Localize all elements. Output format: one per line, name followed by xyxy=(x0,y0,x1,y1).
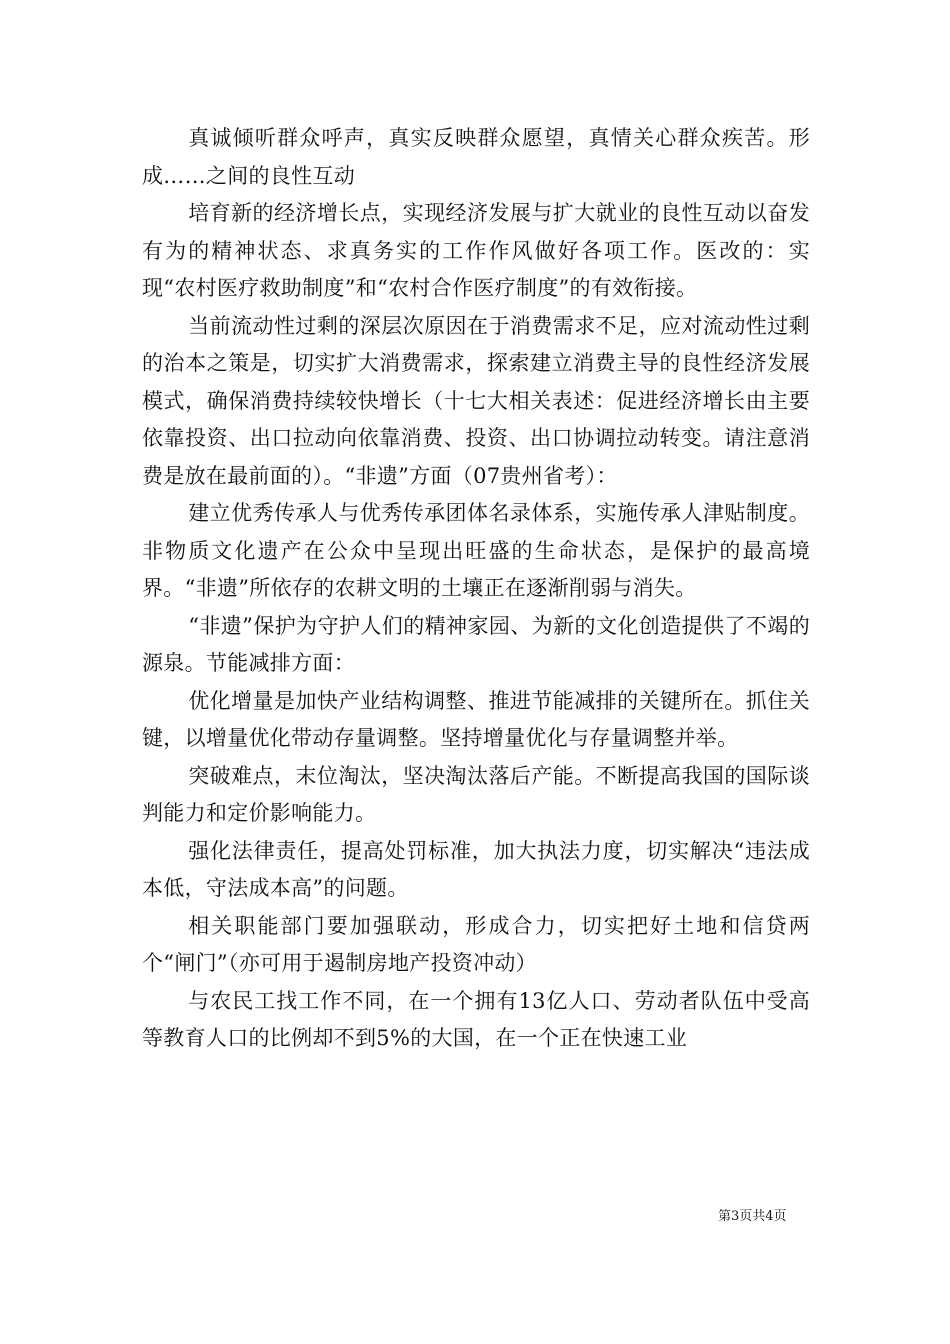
paragraph-4: 建立优秀传承人与优秀传承团体名录体系，实施传承人津贴制度。非物质文化遗产在公众中呈现出旺盛的生命状态，是保护的最高境界。“非遗”所依存的农耕文明的土壤正在逐渐削弱与消失。 xyxy=(142,501,810,600)
paragraph-8: 强化法律责任，提高处罚标准，加大执法力度，切实解决“违法成本低，守法成本高”的问题。 xyxy=(142,838,810,900)
page-number-footer: 第3页共4页 xyxy=(718,1209,787,1224)
paragraph-1: 真诚倾听群众呼声，真实反映群众愿望，真情关心群众疾苦。形成……之间的良性互动 xyxy=(142,126,810,188)
paragraph-9: 相关职能部门要加强联动，形成合力，切实把好土地和信贷两个“闸门”（亦可用于遏制房地产投资冲动） xyxy=(142,913,810,975)
paragraph-10: 与农民工找工作不同，在一个拥有13亿人口、劳动者队伍中受高等教育人口的比例却不到5%的大国，在一个正在快速工业 xyxy=(142,988,810,1050)
paragraph-6: 优化增量是加快产业结构调整、推进节能减排的关键所在。抓住关键，以增量优化带动存量调整。坚持增量优化与存量调整并举。 xyxy=(142,688,810,750)
paragraph-2: 培育新的经济增长点，实现经济发展与扩大就业的良性互动以奋发有为的精神状态、求真务实的工作作风做好各项工作。医改的：实现“农村医疗救助制度”和“农村合作医疗制度”的有效衔接。 xyxy=(142,201,810,300)
paragraph-3: 当前流动性过剩的深层次原因在于消费需求不足，应对流动性过剩的治本之策是，切实扩大消费需求，探索建立消费主导的良性经济发展模式，确保消费持续较快增长（十七大相关表述：促进经济增长由主要依靠投资、出口拉动向依靠消费、投资、出口协调拉动转变。请注意消费是放在最前面的）。“非遗”方面（07贵州省考）： xyxy=(142,313,810,488)
paragraph-5: “非遗”保护为守护人们的精神家园、为新的文化创造提供了不竭的源泉。节能减排方面： xyxy=(142,613,810,675)
paragraph-7: 突破难点，末位淘汰，坚决淘汰落后产能。不断提高我国的国际谈判能力和定价影响能力。 xyxy=(142,763,810,825)
body-text xyxy=(142,120,810,1058)
